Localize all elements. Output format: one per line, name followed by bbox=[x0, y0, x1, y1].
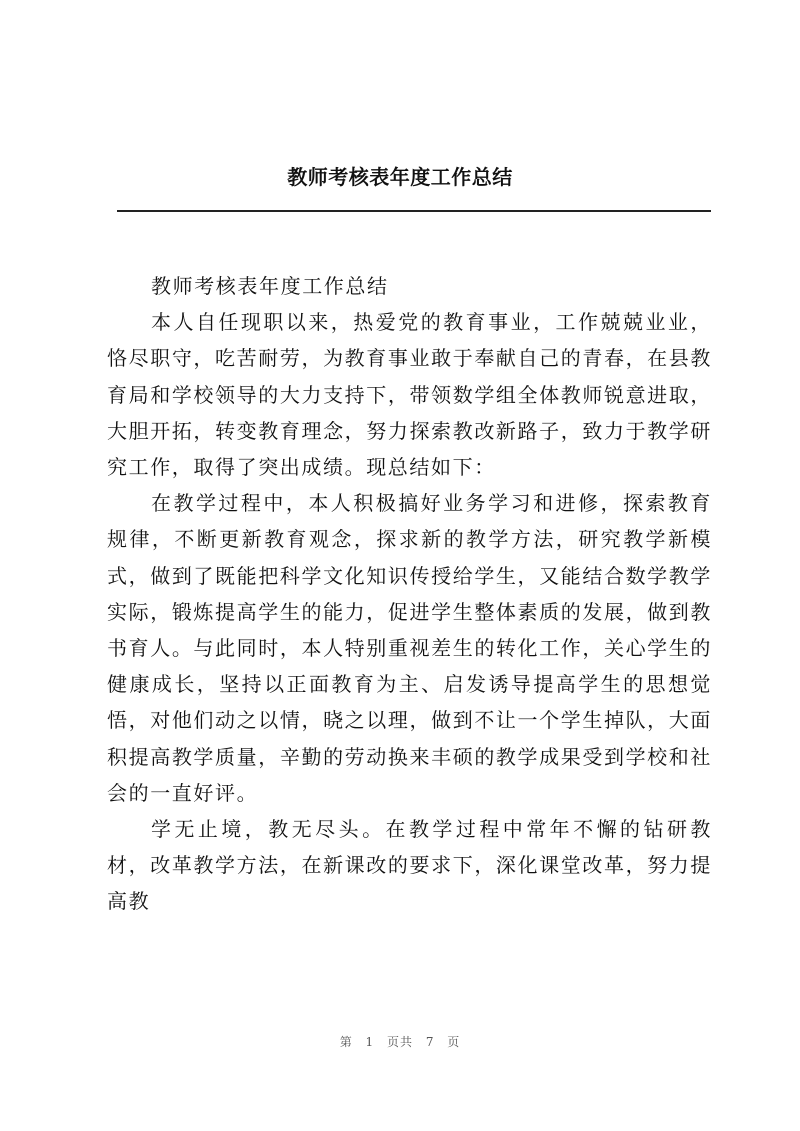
page-number: 第 1 页共 7 页 bbox=[339, 1035, 461, 1049]
body-paragraph: 教师考核表年度工作总结 bbox=[151, 274, 389, 298]
body-paragraph: 在教学过程中，本人积极搞好业务学习和进修，探索教育规律，不断更新教育观念，探求新的教学方法，研究教学新模式，做到了既能把科学文化知识传授给学生，又能结合数学教学实际，锻炼提高学生的能力，促进学生整体素质的发展，做到教书育人。与此同时，本人特别重视差生的转化工作，关心学生的健康成长，坚持以正面教育为主、启发诱导提高学生的思想觉悟，对他们动之以情，晓之以理，做到不让一个学生掉队，大面积提高教学质量，辛勤的劳动换来丰硕的教学成果受到学校和社会的一直好评。 bbox=[107, 491, 712, 805]
document-body bbox=[107, 268, 712, 920]
title-divider bbox=[117, 210, 711, 212]
page-title: 教师考核表年度工作总结 bbox=[287, 165, 513, 189]
body-paragraph: 本人自任现职以来，热爱党的教育事业，工作兢兢业业，恪尽职守，吃苦耐劳，为教育事业敢于奉献自己的青春，在县教育局和学校领导的大力支持下，带领数学组全体教师锐意进取，大胆开拓，转变教育理念，努力探索教改新路子，致力于教学研究工作，取得了突出成绩。现总结如下： bbox=[107, 310, 712, 480]
body-paragraph: 学无止境，教无尽头。在教学过程中常年不懈的钻研教材，改革教学方法，在新课改的要求下，深化课堂改革，努力提高教 bbox=[107, 817, 712, 914]
